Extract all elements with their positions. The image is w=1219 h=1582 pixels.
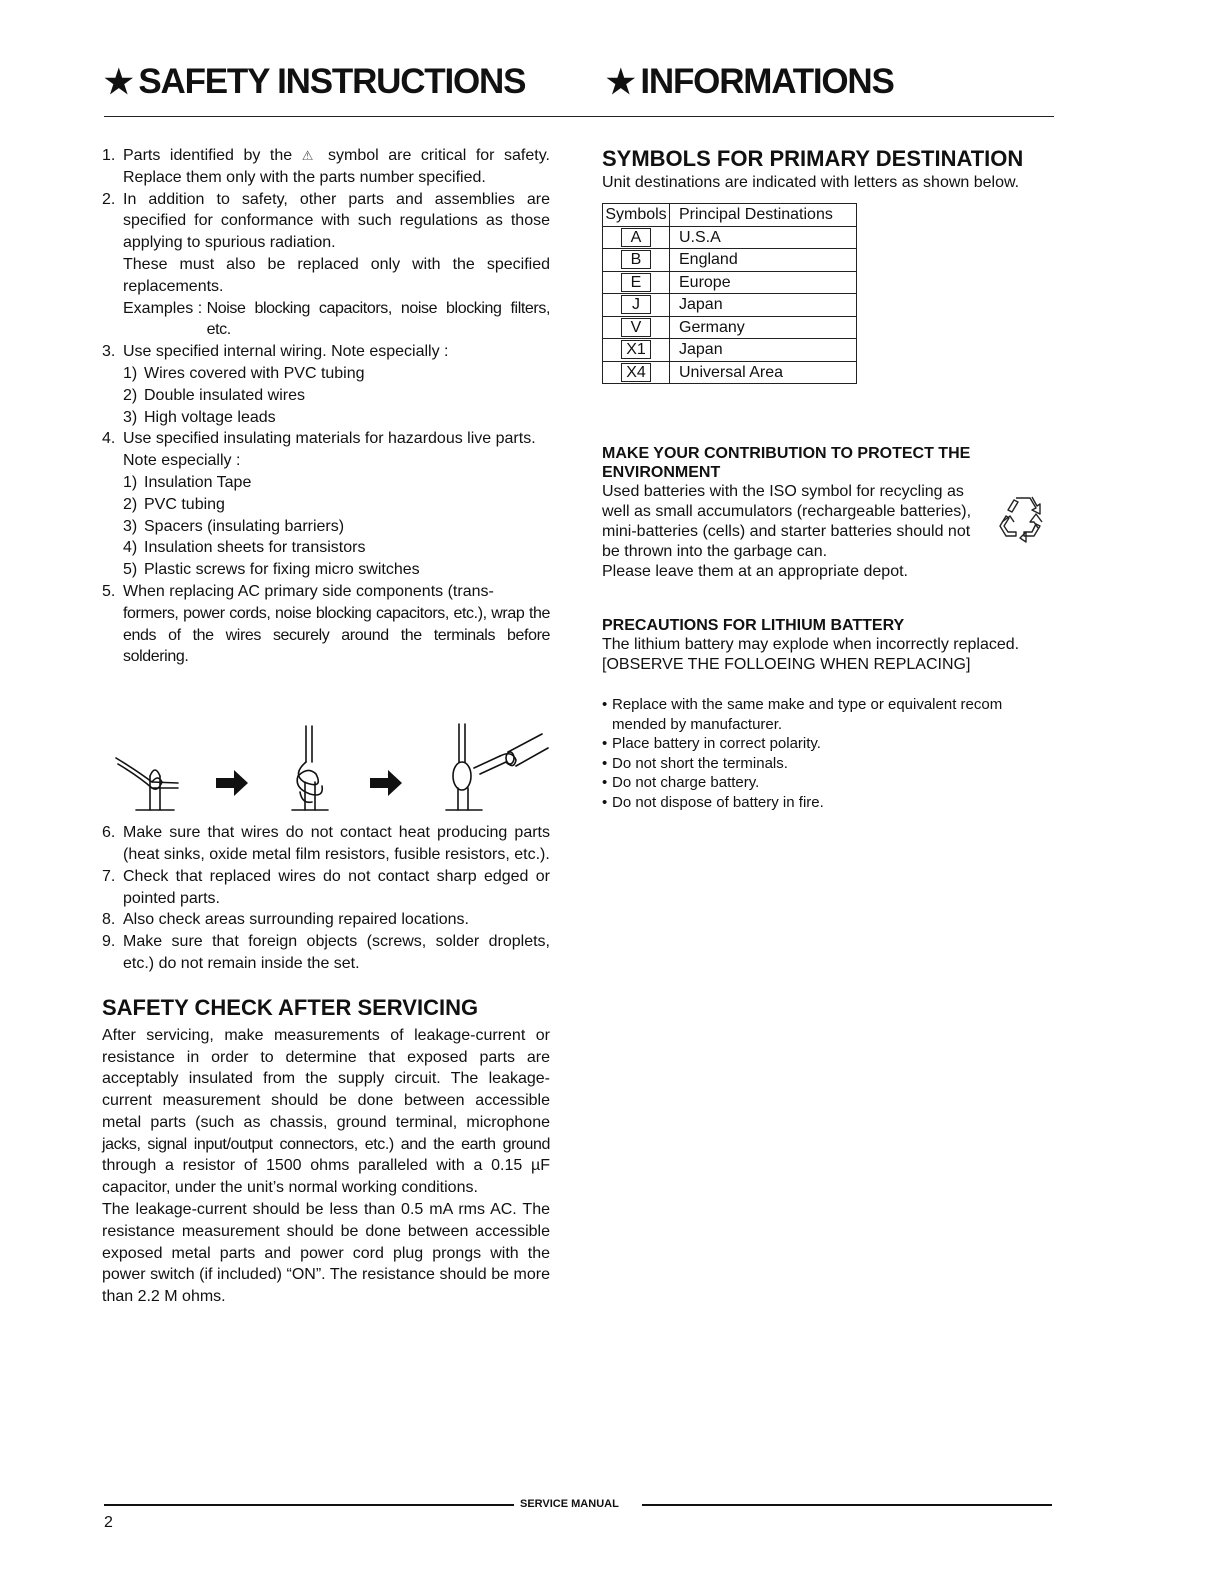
list-item: • Place battery in correct polarity. bbox=[602, 734, 1052, 754]
list-item: • Do not charge battery. bbox=[602, 773, 1052, 793]
table-row bbox=[603, 316, 857, 339]
table-row bbox=[603, 361, 857, 384]
list-item: 3) High voltage leads bbox=[123, 408, 276, 426]
environment-section bbox=[602, 444, 1052, 582]
list-item: 5) Plastic screws for fixing micro switches bbox=[123, 561, 420, 579]
lithium-warning: The lithium battery may explode when incorrectly replaced. bbox=[602, 636, 1020, 653]
destination-name: Universal Area bbox=[670, 361, 857, 384]
destination-name: U.S.A bbox=[670, 226, 857, 249]
header-divider bbox=[104, 116, 1054, 117]
destination-name: Europe bbox=[670, 271, 857, 294]
destination-heading: SYMBOLS FOR PRIMARY DESTINATION bbox=[602, 146, 1024, 171]
safety-item-4: 4. Use specified insulating materials for hazardous live parts. Note especially : 1) Insulation Tape 2) PVC tubing 3) Spacers (insulating barriers) 4) Insulation sheets for transistors 5) Plastic screws for fixing micro switches bbox=[102, 428, 550, 581]
safety-instructions-heading: ★ SAFETY INSTRUCTIONS bbox=[104, 62, 526, 101]
destination-name: Germany bbox=[670, 316, 857, 339]
safety-check-paragraph-1: After servicing, make measurements of leakage-current or resistance in order to determine that exposed parts are acceptably insulated from the supply circuit. The leakage-current measurement should be done between accessible metal parts (such as chassis, ground terminal, microphone jacks, signal input/output connectors, etc.) and the earth ground through a resistor of 1500 ohms paralleled with a 0.15 µF capacitor, under the unit’s normal working conditions. bbox=[102, 1026, 550, 1197]
destination-name: Japan bbox=[670, 339, 857, 362]
safety-check-paragraph-2: The leakage-current should be less than 0.5 mA rms AC. The resistance measurement should be done between accessible exposed metal parts and power cord plug prongs with the power switch (if included) “ON”. The resistance should be more than 2.2 M ohms. bbox=[102, 1201, 550, 1306]
destination-symbol: E bbox=[621, 273, 651, 292]
list-item: 4) Insulation sheets for transistors bbox=[123, 539, 366, 557]
list-item: 1) Wires covered with PVC tubing bbox=[123, 364, 365, 382]
table-header-row bbox=[603, 204, 857, 227]
footer-rule-right bbox=[642, 1504, 1052, 1506]
lithium-section bbox=[602, 616, 1052, 813]
list-item: 1) Insulation Tape bbox=[123, 473, 252, 491]
table-row bbox=[603, 294, 857, 317]
destination-symbol: B bbox=[621, 250, 651, 269]
column-header: Symbols bbox=[603, 204, 670, 227]
star-icon: ★ bbox=[606, 63, 635, 100]
list-item: 2) PVC tubing bbox=[123, 495, 225, 513]
safety-item-8: 8. Also check areas surrounding repaired locations. bbox=[102, 911, 469, 929]
safety-check-heading: SAFETY CHECK AFTER SERVICING bbox=[102, 994, 479, 1020]
environment-text-2: Please leave them at an appropriate depot. bbox=[602, 563, 908, 580]
safety-item-3: 3. Use specified internal wiring. Note especially : 1) Wires covered with PVC tubing 2) Double insulated wires 3) High voltage leads bbox=[102, 341, 550, 428]
destination-symbol: A bbox=[621, 228, 651, 247]
column-header: Principal Destinations bbox=[670, 204, 857, 227]
wire-wrapping-illustration bbox=[102, 682, 550, 818]
safety-instructions-column bbox=[102, 145, 550, 1308]
list-item: • Replace with the same make and type or equivalent recom mended by manufacturer. bbox=[602, 695, 1052, 734]
destination-name: England bbox=[670, 249, 857, 272]
list-item: • Do not short the terminals. bbox=[602, 754, 1052, 774]
examples-row: Examples : Noise blocking capacitors, noise blocking filters, etc. bbox=[123, 299, 550, 339]
warning-triangle-icon: ⚠ bbox=[301, 148, 319, 163]
informations-column bbox=[602, 145, 1052, 813]
wiring-diagram bbox=[102, 682, 550, 818]
table-row bbox=[603, 226, 857, 249]
table-row bbox=[603, 271, 857, 294]
environment-heading: MAKE YOUR CONTRIBUTION TO PROTECT THE ENVIRONMENT bbox=[602, 445, 971, 481]
environment-text: Used batteries with the ISO symbol for recycling as well as small accumulators (rechargeable batteries), mini-batteries (cells) and starter batteries should not be thrown into the garbage can. bbox=[602, 483, 972, 560]
safety-item-5: 5. When replacing AC primary side components (trans- formers, power cords, noise blocking capacitors, etc.), wrap the ends of the wires securely around the terminals before soldering. bbox=[102, 582, 550, 666]
table-row bbox=[603, 339, 857, 362]
informations-heading: ★ INFORMATIONS bbox=[606, 62, 894, 101]
footer-label: SERVICE MANUAL bbox=[520, 1498, 619, 1510]
destination-symbol: X4 bbox=[621, 363, 651, 382]
list-item: • Do not dispose of battery in fire. bbox=[602, 793, 1052, 813]
safety-item-2: 2. In addition to safety, other parts and assemblies are specified for conformance with such regulations as those applying to spurious radiation. These must also be replaced only with the specified replacements. Examples : Noise blocking capacitors, noise blocking filters, etc. bbox=[102, 189, 550, 342]
footer-rule-left bbox=[104, 1504, 514, 1506]
safety-item-6: 6. Make sure that wires do not contact heat producing parts (heat sinks, oxide metal film resistors, fusible resistors, etc.). bbox=[102, 824, 550, 863]
table-row bbox=[603, 249, 857, 272]
page-number: 2 bbox=[104, 1514, 113, 1531]
lithium-heading: PRECAUTIONS FOR LITHIUM BATTERY bbox=[602, 617, 905, 634]
recycle-icon bbox=[996, 492, 1050, 546]
list-item: 2) Double insulated wires bbox=[123, 386, 305, 404]
star-icon: ★ bbox=[104, 63, 133, 100]
safety-item-9: 9. Make sure that foreign objects (screws, solder droplets, etc.) do not remain inside the set. bbox=[102, 933, 550, 972]
safety-item-7: 7. Check that replaced wires do not contact sharp edged or pointed parts. bbox=[102, 867, 550, 907]
destination-intro: Unit destinations are indicated with letters as shown below. bbox=[602, 174, 1020, 191]
destination-symbol: V bbox=[621, 318, 651, 337]
page-footer bbox=[104, 1496, 1052, 1512]
destination-symbol: J bbox=[621, 295, 651, 314]
list-item: 3) Spacers (insulating barriers) bbox=[123, 517, 345, 535]
destination-table bbox=[602, 203, 857, 384]
safety-item-1: 1. Parts identified by the ⚠ symbol are critical for safety. Replace them only with the parts number specified. bbox=[102, 147, 550, 186]
lithium-precautions-list bbox=[602, 695, 1052, 813]
destination-symbol: X1 bbox=[621, 340, 651, 359]
destination-name: Japan bbox=[670, 294, 857, 317]
lithium-observe: [OBSERVE THE FOLLOEING WHEN REPLACING] bbox=[602, 656, 971, 673]
